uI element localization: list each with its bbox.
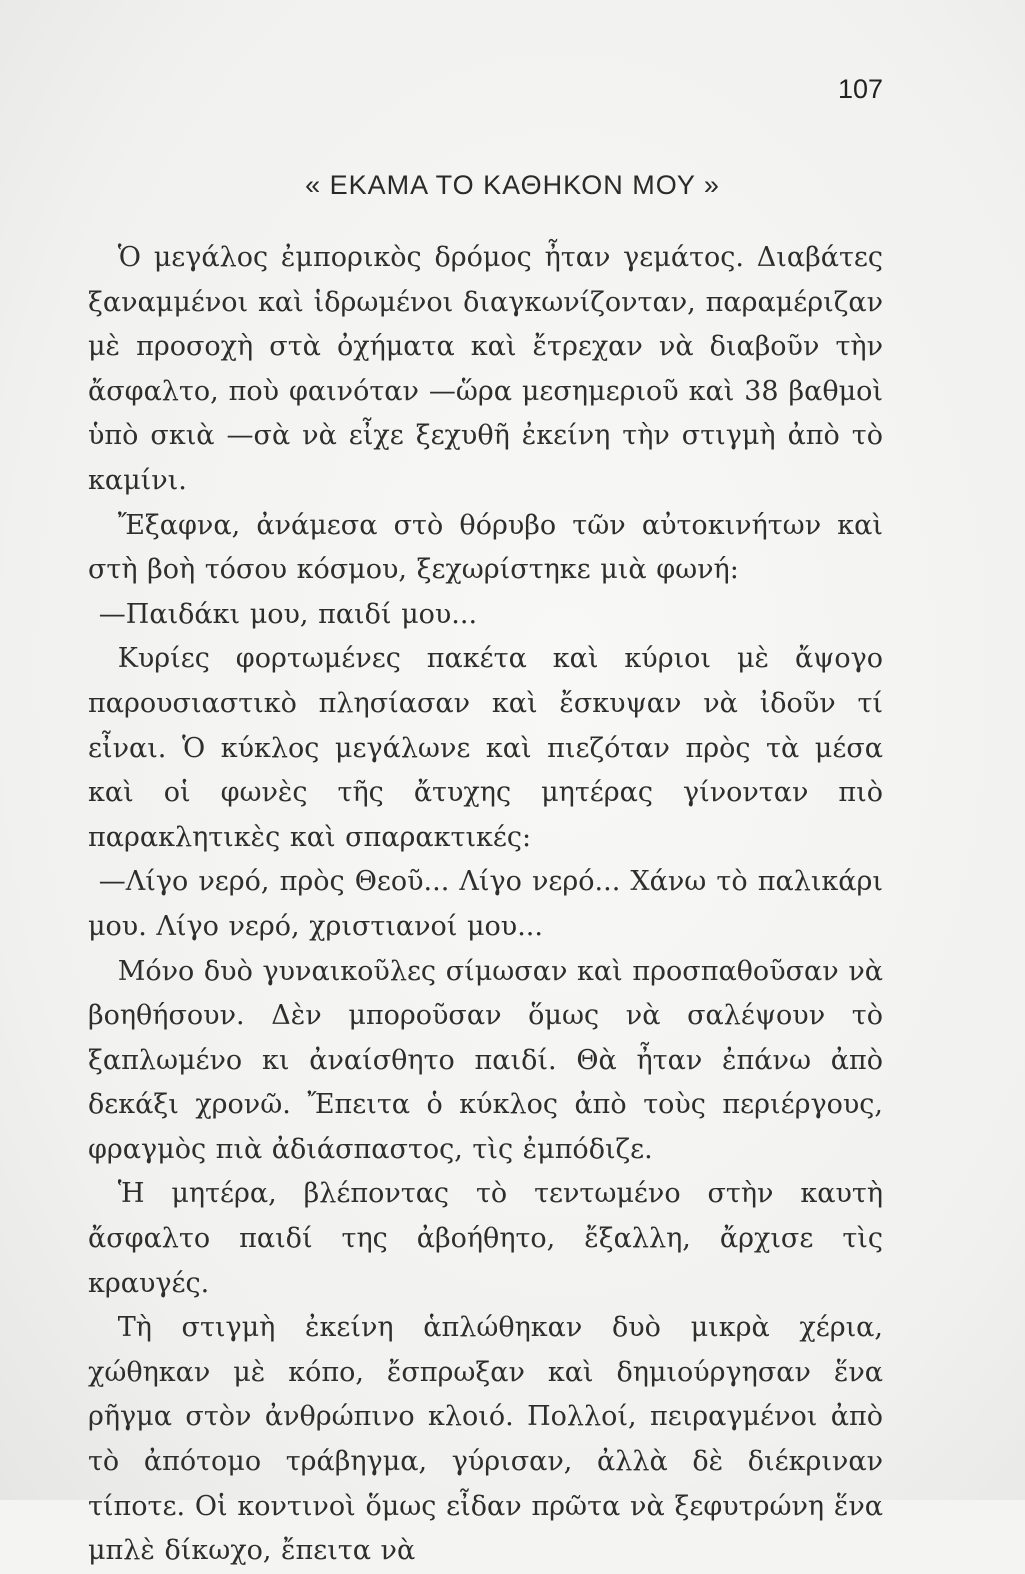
paragraph: Ἔξαφνα, ἀνάμεσα στὸ θόρυβο τῶν αὐτοκινήτων καὶ στὴ βοὴ τόσου κόσμου, ξεχωρίστηκε μιὰ φωνή: bbox=[88, 509, 883, 586]
chapter-title: « ΕΚΑΜΑ ΤΟ ΚΑΘΗΚΟΝ ΜΟΥ » bbox=[305, 170, 720, 200]
page-number: 107 bbox=[837, 74, 883, 104]
paragraph: Ἡ μητέρα, βλέποντας τὸ τεντωμένο στὴν καυτὴ ἄσφαλτο παιδί της ἀβοήθητο, ἔξαλλη, ἄρχισε τὶς κραυγές. bbox=[88, 1178, 883, 1299]
dialogue-line: —Παιδάκι μου, παιδί μου... bbox=[98, 598, 478, 630]
paragraph: Τὴ στιγμὴ ἐκείνη ἁπλώθηκαν δυὸ μικρὰ χέρια, χώθηκαν μὲ κόπο, ἔσπρωξαν καὶ δημιούργησαν ἕνα ρῆγμα στὸν ἀνθρώπινο κλοιό. Πολλοί, πειραγμένοι ἀπὸ τὸ ἀπότομο τράβηγμα, γύρισαν, ἀλλὰ δὲ διέκριναν τίποτε. Οἱ κοντινοὶ ὅμως εἶδαν πρῶτα νὰ ξεφυτρώνη ἕνα μπλὲ δίκωχο, ἔπειτα νὰ bbox=[88, 1312, 883, 1567]
paragraph: Ὁ μεγάλος ἐμπορικὸς δρόμος ἦταν γεμάτος. Διαβάτες ξαναμμένοι καὶ ἱδρωμένοι διαγκωνίζονταν, παραμέριζαν μὲ προσοχὴ στὰ ὀχήματα καὶ ἔτρεχαν νὰ διαβοῦν τὴν ἄσφαλτο, ποὺ φαινόταν —ὥρα μεσημεριοῦ καὶ 38 βαθμοὶ ὑπὸ σκιὰ —σὰ νὰ εἶχε ξεχυθῆ ἐκείνη τὴν στιγμὴ ἀπὸ τὸ καμίνι. bbox=[88, 242, 883, 496]
paragraph: Κυρίες φορτωμένες πακέτα καὶ κύριοι μὲ ἄψογο παρουσιαστικὸ πλησίασαν καὶ ἔσκυψαν νὰ ἰδοῦν τί εἶναι. Ὁ κύκλος μεγάλωνε καὶ πιεζόταν πρὸς τὰ μέσα καὶ οἱ φωνὲς τῆς ἄτυχης μητέρας γίνονταν πιὸ παρακλητικὲς καὶ σπαρακτικές: bbox=[88, 643, 883, 853]
body-text bbox=[88, 236, 883, 1574]
dialogue-line: —Λίγο νερό, πρὸς Θεοῦ... Λίγο νερό... Χάνω τὸ παλικάρι μου. Λίγο νερό, χριστιανοί μου... bbox=[88, 866, 883, 942]
paragraph: Μόνο δυὸ γυναικοῦλες σίμωσαν καὶ προσπαθοῦσαν νὰ βοηθήσουν. Δὲν μποροῦσαν ὅμως νὰ σαλέψουν τὸ ξαπλωμένο κι ἀναίσθητο παιδί. Θὰ ἦταν ἐπάνω ἀπὸ δεκάξι χρονῶ. Ἔπειτα ὁ κύκλος ἀπὸ τοὺς περιέργους, φραγμὸς πιὰ ἀδιάσπαστος, τὶς ἐμπόδιζε. bbox=[88, 955, 883, 1165]
